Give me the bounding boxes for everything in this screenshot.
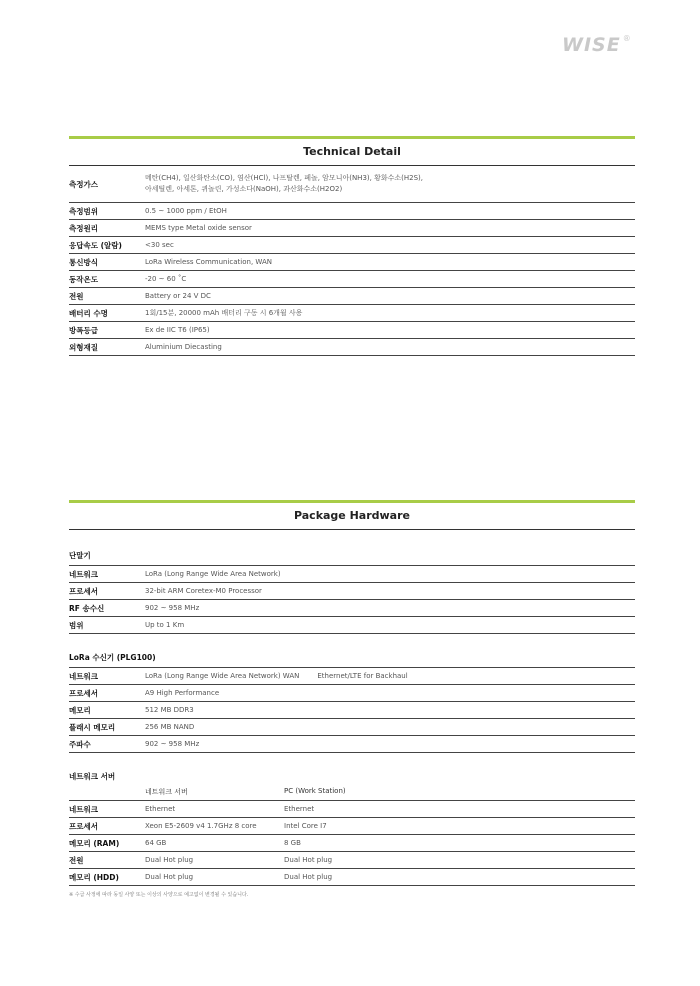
spec-row (69, 736, 635, 753)
spec-row (69, 869, 635, 886)
spec-key: 주파수 (69, 739, 91, 749)
package-hardware-section (69, 500, 635, 898)
spec-value: Aluminium Diecasting (145, 343, 222, 351)
spec-value-b: Dual Hot plug (284, 856, 333, 864)
spec-value: Ex de IIC T6 (IP65) (145, 326, 210, 334)
spec-row (69, 668, 635, 685)
spec-key: 메모리 (HDD) (69, 872, 119, 882)
spec-key: 프로세서 (69, 688, 98, 698)
technical-detail-section (69, 136, 635, 356)
package-hardware-header (69, 500, 635, 530)
spec-value: LoRa Wireless Communication, WAN (145, 258, 272, 266)
spec-row (69, 305, 635, 322)
spec-value: 902 ~ 958 MHz (145, 740, 200, 748)
spec-value-a: Dual Hot plug (145, 873, 194, 881)
spec-row (69, 600, 635, 617)
server-column-header (69, 784, 635, 801)
spec-key: 전원 (69, 291, 84, 301)
spec-value: 256 MB NAND (145, 723, 195, 731)
spec-key: 외형재질 (69, 342, 98, 352)
spec-row (69, 801, 635, 818)
spec-value: 32-bit ARM Coretex-M0 Processor (145, 587, 262, 595)
server-col1-header: 네트워크 서버 (145, 788, 188, 796)
receiver-subtitle: LoRa 수신기 (PLG100) (69, 652, 635, 668)
spec-key: 네트워크 (69, 804, 98, 814)
spec-row (69, 271, 635, 288)
spec-value-b: Dual Hot plug (284, 873, 333, 881)
server-col2-header: PC (Work Station) (284, 787, 346, 795)
spec-key: 프로세서 (69, 821, 98, 831)
spec-key: 전원 (69, 855, 84, 865)
spec-value-text: LoRa (Long Range Wide Area Network) WAN (145, 672, 300, 680)
spec-value-a: 64 GB (145, 839, 167, 847)
spec-row (69, 203, 635, 220)
spec-row (69, 583, 635, 600)
spec-key: 범위 (69, 620, 84, 630)
spec-value: -20 ~ 60 ˚C (145, 275, 187, 283)
spec-row (69, 702, 635, 719)
spec-value: 902 ~ 958 MHz (145, 604, 200, 612)
spec-key: 메모리 (RAM) (69, 838, 120, 848)
spec-value (145, 173, 635, 195)
spec-row (69, 288, 635, 305)
spec-value: <30 sec (145, 241, 174, 249)
spec-key: RF 송수신 (69, 603, 105, 613)
spec-key: 네트워크 (69, 569, 98, 579)
spec-value: 1회/15분, 20000 mAh 배터리 구동 시 6개월 사용 (145, 309, 303, 317)
footnote: ※ 수급 사정에 따라 동일 사양 또는 이상의 사양으로 예고없이 변경될 수 있습니다. (69, 892, 249, 898)
spec-value: Battery or 24 V DC (145, 292, 211, 300)
spec-value-b: Intel Core I7 (284, 822, 327, 830)
spec-value-extra: Ethernet/LTE for Backhaul (317, 672, 408, 680)
spec-value: 512 MB DDR3 (145, 706, 194, 714)
registered-mark: ® (622, 34, 632, 43)
spec-key: 측정원리 (69, 223, 98, 233)
spec-key: 통신방식 (69, 257, 98, 267)
logo-text: WISE (562, 34, 621, 56)
spec-value-b: Ethernet (284, 805, 315, 813)
technical-detail-title: Technical Detail (303, 145, 401, 158)
spec-value-a: Ethernet (145, 805, 176, 813)
spec-row (69, 852, 635, 869)
spec-value-b: 8 GB (284, 839, 301, 847)
spec-key: 응답속도 (알람) (69, 240, 122, 250)
spec-key: 측정가스 (69, 179, 98, 189)
spec-key: 측정범위 (69, 206, 98, 216)
spec-row (69, 237, 635, 254)
terminal-subtitle: 단말기 (69, 550, 635, 566)
spec-row (69, 166, 635, 203)
spec-value-a: Dual Hot plug (145, 856, 194, 864)
spec-value-line: 아세틸렌, 아세톤, 퀴놀린, 가성소다(NaOH), 과산화수소(H2O2) (145, 185, 343, 193)
spec-key: 동작온도 (69, 274, 98, 284)
package-hardware-title: Package Hardware (293, 509, 410, 522)
spec-row (69, 339, 635, 356)
spec-value: 0.5 ~ 1000 ppm / EtOH (145, 207, 227, 215)
technical-detail-header (69, 136, 635, 166)
spec-row (69, 685, 635, 702)
spec-key: 플래시 메모리 (69, 722, 116, 732)
spec-value: Up to 1 Km (145, 621, 185, 629)
spec-row (69, 617, 635, 634)
spec-key: 방폭등급 (69, 325, 98, 335)
spec-value: LoRa (Long Range Wide Area Network) (145, 570, 281, 578)
spec-key: 메모리 (69, 705, 91, 715)
spec-key: 프로세서 (69, 586, 98, 596)
spec-row (69, 835, 635, 852)
spec-value: MEMS type Metal oxide sensor (145, 224, 252, 232)
spec-value: A9 High Performance (145, 689, 220, 697)
spec-key: 배터리 수명 (69, 308, 108, 318)
spec-value (145, 672, 635, 680)
spec-row (69, 719, 635, 736)
spec-value-line: 메탄(CH4), 일산화탄소(CO), 염산(HCl), 나프탈렌, 페놀, 암모니아(NH3), 황화수소(H2S), (145, 174, 423, 182)
spec-row (69, 818, 635, 835)
brand-logo (562, 34, 632, 56)
spec-row (69, 566, 635, 583)
spec-row (69, 322, 635, 339)
spec-row (69, 254, 635, 271)
spec-key: 네트워크 (69, 671, 98, 681)
server-subtitle: 네트워크 서버 (69, 772, 116, 781)
spec-value-a: Xeon E5-2609 v4 1.7GHz 8 core (145, 822, 257, 830)
spec-row (69, 220, 635, 237)
